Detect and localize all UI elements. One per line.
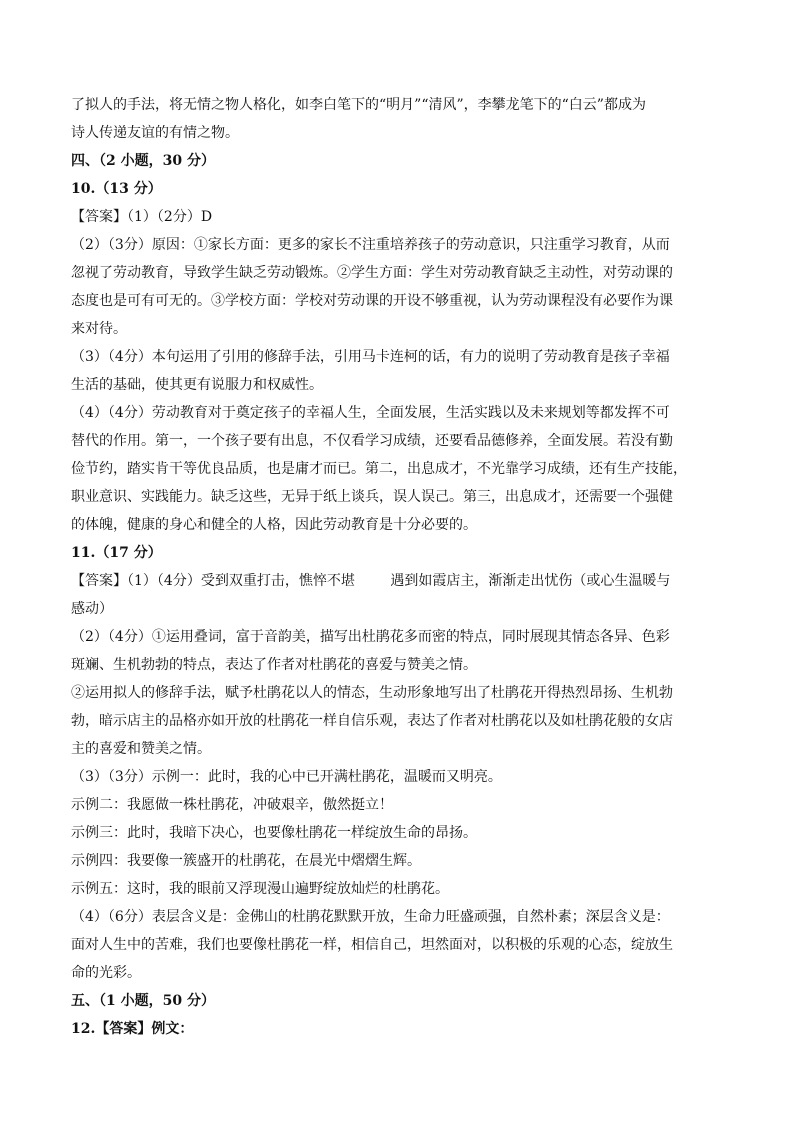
text-line: 态度也是可有可无的。③学校方面：学校对劳动课的开设不够重视，认为劳动课程没有必要作为课 (71, 293, 673, 309)
question-11-heading: 11.（17 分） (71, 545, 162, 561)
text-line: ②运用拟人的修辞手法，赋予杜鹃花以人的情态，生动形象地写出了杜鹃花开得热烈昂扬、生机勃 (71, 685, 673, 701)
text-line: 命的光彩。 (71, 965, 141, 981)
question-10-heading: 10.（13 分） (71, 181, 162, 197)
text-line: 诗人传递友谊的有情之物。 (71, 125, 239, 141)
text-line: 职业意识、实践能力。缺乏这些，无异于纸上谈兵，误人误己。第三，出息成才，还需要一个强健 (71, 489, 673, 505)
text-line: 感动） (71, 601, 113, 617)
text-line: 来对待。 (71, 321, 127, 337)
text-line: 【答案】（1）（2分）D (71, 209, 213, 225)
text-line: 示例三：此时，我暗下决心，也要像杜鹃花一样绽放生命的昂扬。 (71, 825, 477, 841)
text-line: 示例五：这时，我的眼前又浮现漫山遍野绽放灿烂的杜鹃花。 (71, 881, 449, 897)
answer-text-body (71, 91, 687, 1043)
text-line: （3）（3分）示例一：此时，我的心中已开满杜鹃花，温暖而又明亮。 (71, 769, 502, 785)
text-line: （3）（4分）本句运用了引用的修辞手法，引用马卡连柯的话，有力的说明了劳动教育是孩子幸福 (71, 349, 670, 365)
section-heading-5: 五、（1 小题，50 分） (71, 993, 215, 1009)
question-12-heading: 12.【答案】例文： (71, 1021, 194, 1037)
text-line: 面对人生中的苦难，我们也要像杜鹃花一样，相信自己，坦然面对，以积极的乐观的心态，绽放生 (71, 937, 673, 953)
text-line: 的体魄，健康的身心和健全的人格，因此劳动教育是十分必要的。 (71, 517, 477, 533)
section-heading-4: 四、（2 小题，30 分） (71, 153, 215, 169)
text-line: 勃，暗示店主的品格亦如开放的杜鹃花一样自信乐观，表达了作者对杜鹃花以及如杜鹃花般的女店 (71, 713, 673, 729)
text-line: 斑斓、生机勃勃的特点，表达了作者对杜鹃花的喜爱与赞美之情。 (71, 657, 477, 673)
text-line: （4）（4分）劳动教育对于奠定孩子的幸福人生，全面发展，生活实践以及未来规划等都发挥不可 (71, 405, 670, 421)
text-line: 替代的作用。第一，一个孩子要有出息，不仅看学习成绩，还要看品德修养，全面发展。若没有勤 (71, 433, 673, 449)
text-line: （4）（6分）表层含义是：金佛山的杜鹃花默默开放，生命力旺盛顽强，自然朴素；深层含义是： (71, 909, 670, 925)
text-line: 示例二：我愿做一株杜鹃花，冲破艰辛，傲然挺立！ (71, 797, 393, 813)
text-line: 俭节约，踏实肯干等优良品质，也是庸才而已。第二，出息成才，不光靠学习成绩，还有生产技能， (71, 461, 687, 477)
text-line: （2）（3分）原因：①家长方面：更多的家长不注重培养孩子的劳动意识，只注重学习教育，从而 (71, 237, 670, 253)
text-line: 示例四：我要像一簇盛开的杜鹃花，在晨光中熠熠生辉。 (71, 853, 421, 869)
text-line: 主的喜爱和赞美之情。 (71, 741, 211, 757)
text-line: 忽视了劳动教育，导致学生缺乏劳动锻炼。②学生方面：学生对劳动教育缺乏主动性，对劳动课的 (71, 265, 673, 281)
text-line: 【答案】（1）（4分）受到双重打击，憔悴不堪 遇到如霞店主，渐渐走出忧伤（或心生温暖与 (71, 573, 671, 589)
text-line: 生活的基础，使其更有说服力和权威性。 (71, 377, 323, 393)
text-line: （2）（4分）①运用叠词，富于音韵美，描写出杜鹃花多而密的特点，同时展现其情态各异、色彩 (71, 629, 670, 645)
text-line: 了拟人的手法，将无情之物人格化，如李白笔下的“明月”“清风”，李攀龙笔下的“白云”都成为 (71, 97, 646, 113)
